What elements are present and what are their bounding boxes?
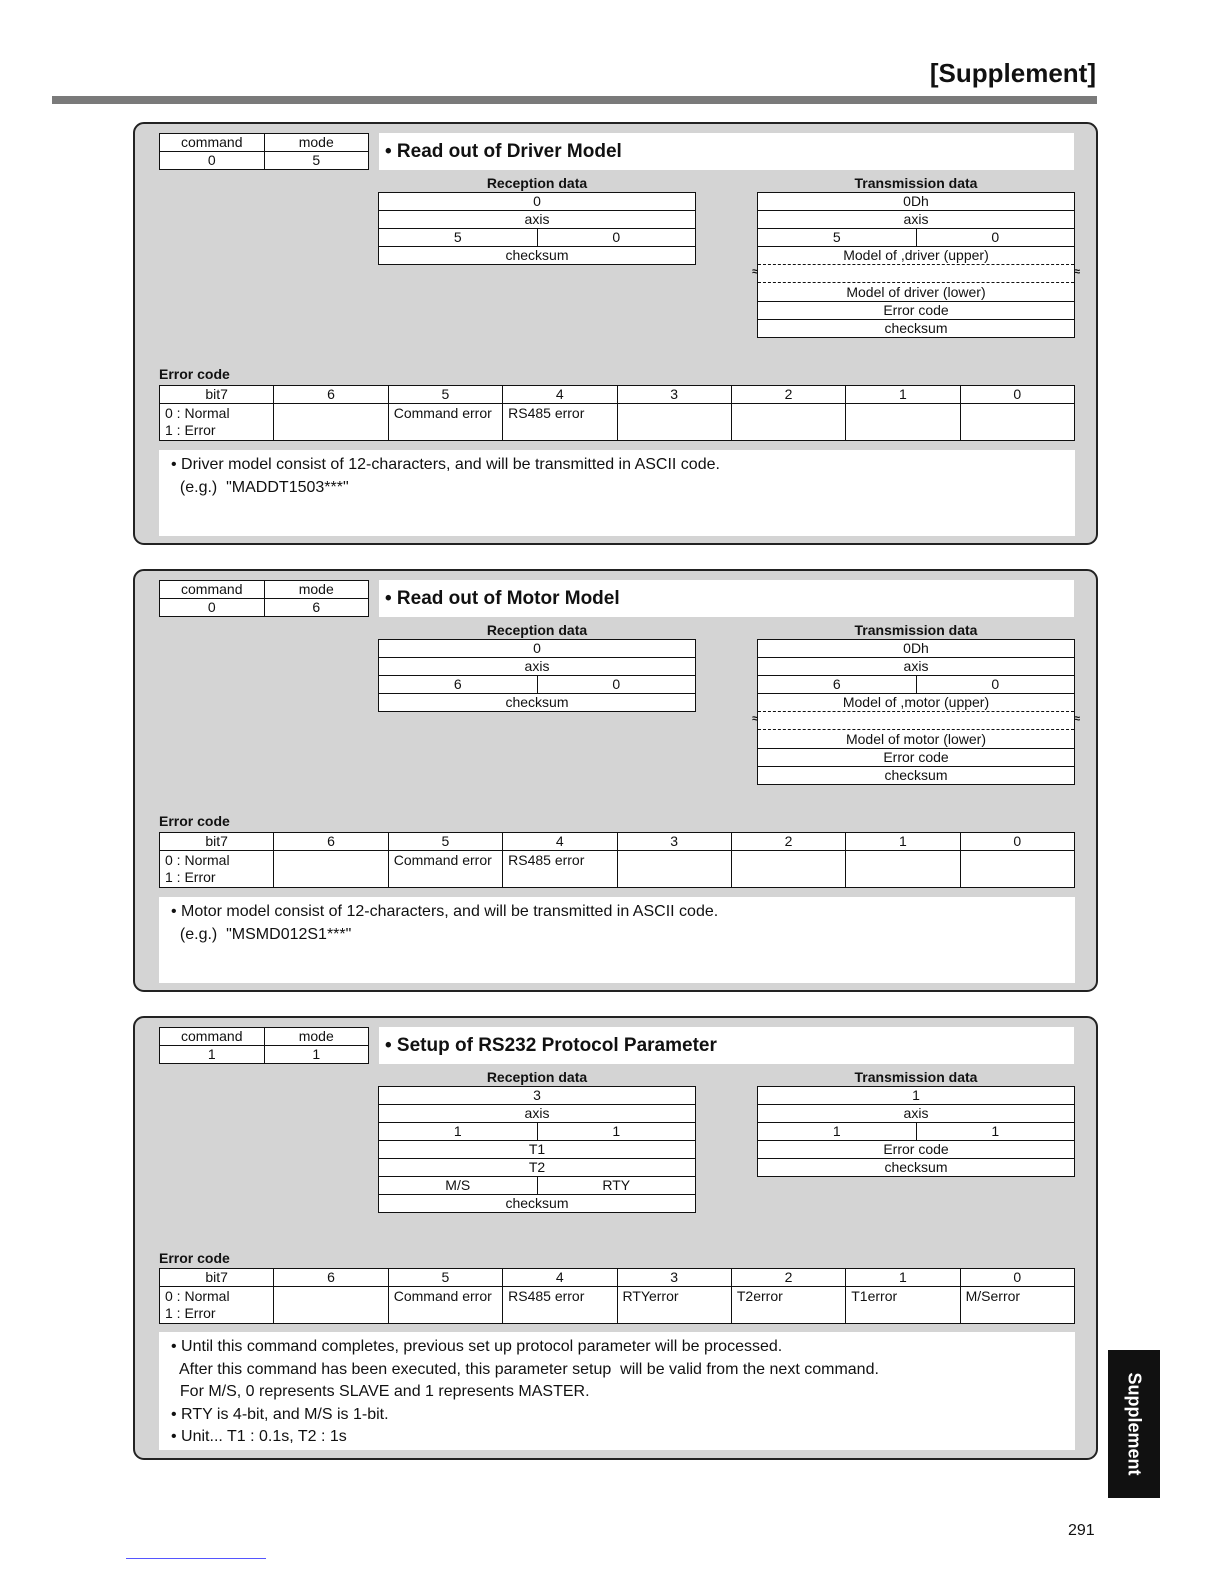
error-code-label: Error code bbox=[159, 1250, 230, 1266]
transmission-model-upper: Model of ,driver (upper) bbox=[758, 247, 1075, 265]
transmission-byte-2a: 5 bbox=[758, 229, 917, 247]
bit-header-2: 2 bbox=[731, 1269, 845, 1287]
bit-7-error: 1 : Error bbox=[165, 869, 216, 885]
bit-7-normal: 0 : Normal bbox=[165, 852, 230, 868]
bit-header-4: 4 bbox=[503, 833, 617, 851]
reception-byte-2b: 1 bbox=[537, 1123, 696, 1141]
transmission-axis: axis bbox=[758, 211, 1075, 229]
reception-byte-0: 0 bbox=[379, 193, 696, 211]
transmission-byte-0: 1 bbox=[758, 1087, 1075, 1105]
note-line: • Unit... T1 : 0.1s, T2 : 1s bbox=[171, 1428, 347, 1445]
reception-ms: M/S bbox=[379, 1177, 538, 1195]
transmission-omitted-rows bbox=[752, 711, 1080, 731]
bit-1-value bbox=[846, 404, 960, 441]
transmission-data-table-top bbox=[757, 639, 1075, 711]
transmission-checksum: checksum bbox=[758, 1159, 1075, 1177]
bit-header-6: 6 bbox=[274, 833, 388, 851]
reception-data-table bbox=[378, 192, 696, 265]
bit-3-value: RTYerror bbox=[617, 1287, 731, 1324]
transmission-error-code: Error code bbox=[758, 749, 1075, 767]
mode-label: mode bbox=[264, 1028, 369, 1046]
transmission-byte-2b: 1 bbox=[916, 1123, 1075, 1141]
bit-header-4: 4 bbox=[503, 1269, 617, 1287]
transmission-axis: axis bbox=[758, 658, 1075, 676]
bit-header-0: 0 bbox=[960, 833, 1074, 851]
error-code-label: Error code bbox=[159, 366, 230, 382]
reception-axis: axis bbox=[379, 1105, 696, 1123]
side-tab-label: Supplement bbox=[1124, 1372, 1145, 1476]
bit-header-5: 5 bbox=[388, 386, 502, 404]
reception-byte-2a: 5 bbox=[379, 229, 538, 247]
transmission-data-label: Transmission data bbox=[854, 175, 978, 191]
bit-header-7: bit7 bbox=[160, 1269, 274, 1287]
transmission-data-label: Transmission data bbox=[854, 622, 978, 638]
reception-data-label: Reception data bbox=[486, 175, 588, 191]
bit-header-6: 6 bbox=[274, 1269, 388, 1287]
bit-5-value: Command error bbox=[388, 1287, 502, 1324]
transmission-data-table-bottom bbox=[757, 284, 1075, 338]
transmission-data-table-bottom bbox=[757, 731, 1075, 785]
command-value: 0 bbox=[160, 599, 265, 617]
bit-header-0: 0 bbox=[960, 386, 1074, 404]
page-number: 291 bbox=[1068, 1522, 1095, 1539]
transmission-byte-2b: 0 bbox=[916, 676, 1075, 694]
bit-4-value: RS485 error bbox=[503, 404, 617, 441]
bit-4-value: RS485 error bbox=[503, 1287, 617, 1324]
note-line: After this command has been executed, this parameter setup will be valid from the next command. bbox=[171, 1360, 879, 1378]
break-mark-left: ≈ bbox=[752, 266, 759, 278]
error-code-label: Error code bbox=[159, 813, 230, 829]
section-notes bbox=[159, 450, 1075, 536]
transmission-error-code: Error code bbox=[758, 1141, 1075, 1159]
section-rs232-protocol bbox=[133, 1016, 1098, 1460]
bit-header-7: bit7 bbox=[160, 386, 274, 404]
reception-byte-0: 3 bbox=[379, 1087, 696, 1105]
section-motor-model bbox=[133, 569, 1098, 992]
footer-link-underline bbox=[126, 1558, 266, 1559]
header-rule bbox=[52, 96, 1097, 104]
transmission-data-table-top bbox=[757, 192, 1075, 264]
reception-byte-2b: 0 bbox=[537, 676, 696, 694]
reception-checksum: checksum bbox=[379, 247, 696, 265]
transmission-checksum: checksum bbox=[758, 767, 1075, 785]
bit-header-1: 1 bbox=[846, 386, 960, 404]
command-mode-table bbox=[159, 133, 369, 170]
reception-t1: T1 bbox=[379, 1141, 696, 1159]
transmission-model-lower: Model of motor (lower) bbox=[758, 731, 1075, 749]
mode-value: 5 bbox=[264, 152, 369, 170]
error-code-table bbox=[159, 832, 1075, 888]
bit-7-value bbox=[160, 404, 274, 441]
bit-header-3: 3 bbox=[617, 833, 731, 851]
transmission-byte-2a: 6 bbox=[758, 676, 917, 694]
bit-header-1: 1 bbox=[846, 833, 960, 851]
bit-5-value: Command error bbox=[388, 851, 502, 888]
transmission-byte-2a: 1 bbox=[758, 1123, 917, 1141]
bit-header-2: 2 bbox=[731, 833, 845, 851]
dashed-break-top bbox=[758, 264, 1074, 265]
bit-header-3: 3 bbox=[617, 1269, 731, 1287]
bit-header-1: 1 bbox=[846, 1269, 960, 1287]
mode-label: mode bbox=[264, 581, 369, 599]
reception-axis: axis bbox=[379, 658, 696, 676]
section-title: • Read out of Motor Model bbox=[379, 580, 1074, 617]
dashed-break-top bbox=[758, 711, 1074, 712]
note-line: (e.g.) "MADDT1503***" bbox=[171, 478, 349, 496]
section-title: • Read out of Driver Model bbox=[379, 133, 1074, 170]
bit-5-value: Command error bbox=[388, 404, 502, 441]
bit-4-value: RS485 error bbox=[503, 851, 617, 888]
bit-0-value: M/Serror bbox=[960, 1287, 1074, 1324]
bit-7-normal: 0 : Normal bbox=[165, 1288, 230, 1304]
transmission-model-lower: Model of driver (lower) bbox=[758, 284, 1075, 302]
command-mode-table bbox=[159, 580, 369, 617]
section-notes bbox=[159, 897, 1075, 983]
transmission-data-label: Transmission data bbox=[854, 1069, 978, 1085]
bit-7-value bbox=[160, 1287, 274, 1324]
reception-byte-2b: 0 bbox=[537, 229, 696, 247]
reception-checksum: checksum bbox=[379, 694, 696, 712]
bit-header-6: 6 bbox=[274, 386, 388, 404]
bit-7-error: 1 : Error bbox=[165, 422, 216, 438]
transmission-model-upper: Model of ,motor (upper) bbox=[758, 694, 1075, 712]
note-line: • Until this command completes, previous set up protocol parameter will be processed. bbox=[171, 1338, 783, 1355]
bit-1-value: T1error bbox=[846, 1287, 960, 1324]
bit-6-value bbox=[274, 404, 388, 441]
transmission-omitted-rows bbox=[752, 264, 1080, 284]
bit-header-5: 5 bbox=[388, 1269, 502, 1287]
error-code-table bbox=[159, 1268, 1075, 1324]
section-notes bbox=[159, 1332, 1075, 1450]
note-line: • Motor model consist of 12-characters, and will be transmitted in ASCII code. bbox=[171, 903, 719, 920]
bit-3-value bbox=[617, 404, 731, 441]
note-line: (e.g.) "MSMD012S1***" bbox=[171, 925, 352, 943]
bit-0-value bbox=[960, 851, 1074, 888]
transmission-error-code: Error code bbox=[758, 302, 1075, 320]
error-code-table bbox=[159, 385, 1075, 441]
bit-6-value bbox=[274, 851, 388, 888]
page-header-title: [Supplement] bbox=[929, 58, 1096, 88]
bit-0-value bbox=[960, 404, 1074, 441]
command-value: 0 bbox=[160, 152, 265, 170]
break-mark-left: ≈ bbox=[752, 713, 759, 725]
note-line: • RTY is 4-bit, and M/S is 1-bit. bbox=[171, 1405, 389, 1423]
dashed-break-bottom bbox=[758, 729, 1074, 730]
bit-7-normal: 0 : Normal bbox=[165, 405, 230, 421]
bit-2-value bbox=[731, 404, 845, 441]
supplement-side-tab bbox=[1108, 1350, 1160, 1498]
transmission-data-block bbox=[752, 639, 1080, 785]
transmission-byte-0: 0Dh bbox=[758, 193, 1075, 211]
mode-value: 1 bbox=[264, 1046, 369, 1064]
bit-header-3: 3 bbox=[617, 386, 731, 404]
bit-1-value bbox=[846, 851, 960, 888]
transmission-byte-2b: 0 bbox=[916, 229, 1075, 247]
bit-header-2: 2 bbox=[731, 386, 845, 404]
command-value: 1 bbox=[160, 1046, 265, 1064]
transmission-axis: axis bbox=[758, 1105, 1075, 1123]
bit-header-5: 5 bbox=[388, 833, 502, 851]
transmission-byte-0: 0Dh bbox=[758, 640, 1075, 658]
bit-header-4: 4 bbox=[503, 386, 617, 404]
command-mode-table bbox=[159, 1027, 369, 1064]
dashed-break-bottom bbox=[758, 282, 1074, 283]
command-label: command bbox=[160, 134, 265, 152]
command-label: command bbox=[160, 581, 265, 599]
bit-2-value bbox=[731, 851, 845, 888]
break-mark-right: ≈ bbox=[1073, 713, 1080, 725]
mode-label: mode bbox=[264, 134, 369, 152]
bit-6-value bbox=[274, 1287, 388, 1324]
mode-value: 6 bbox=[264, 599, 369, 617]
bit-3-value bbox=[617, 851, 731, 888]
reception-t2: T2 bbox=[379, 1159, 696, 1177]
break-mark-right: ≈ bbox=[1073, 266, 1080, 278]
reception-axis: axis bbox=[379, 211, 696, 229]
reception-data-table bbox=[378, 639, 696, 712]
section-title: • Setup of RS232 Protocol Parameter bbox=[379, 1027, 1074, 1064]
bit-7-error: 1 : Error bbox=[165, 1305, 216, 1321]
reception-rty: RTY bbox=[537, 1177, 696, 1195]
reception-byte-2a: 6 bbox=[379, 676, 538, 694]
bit-header-7: bit7 bbox=[160, 833, 274, 851]
transmission-data-block bbox=[752, 192, 1080, 338]
transmission-data-table bbox=[757, 1086, 1075, 1177]
section-driver-model bbox=[133, 122, 1098, 545]
reception-data-label: Reception data bbox=[486, 622, 588, 638]
bit-header-0: 0 bbox=[960, 1269, 1074, 1287]
reception-data-table bbox=[378, 1086, 696, 1213]
command-label: command bbox=[160, 1028, 265, 1046]
transmission-checksum: checksum bbox=[758, 320, 1075, 338]
reception-data-label: Reception data bbox=[486, 1069, 588, 1085]
reception-byte-2a: 1 bbox=[379, 1123, 538, 1141]
reception-byte-0: 0 bbox=[379, 640, 696, 658]
note-line: • Driver model consist of 12-characters, and will be transmitted in ASCII code. bbox=[171, 456, 720, 473]
reception-checksum: checksum bbox=[379, 1195, 696, 1213]
note-line: For M/S, 0 represents SLAVE and 1 represents MASTER. bbox=[171, 1383, 590, 1400]
bit-7-value bbox=[160, 851, 274, 888]
bit-2-value: T2error bbox=[731, 1287, 845, 1324]
